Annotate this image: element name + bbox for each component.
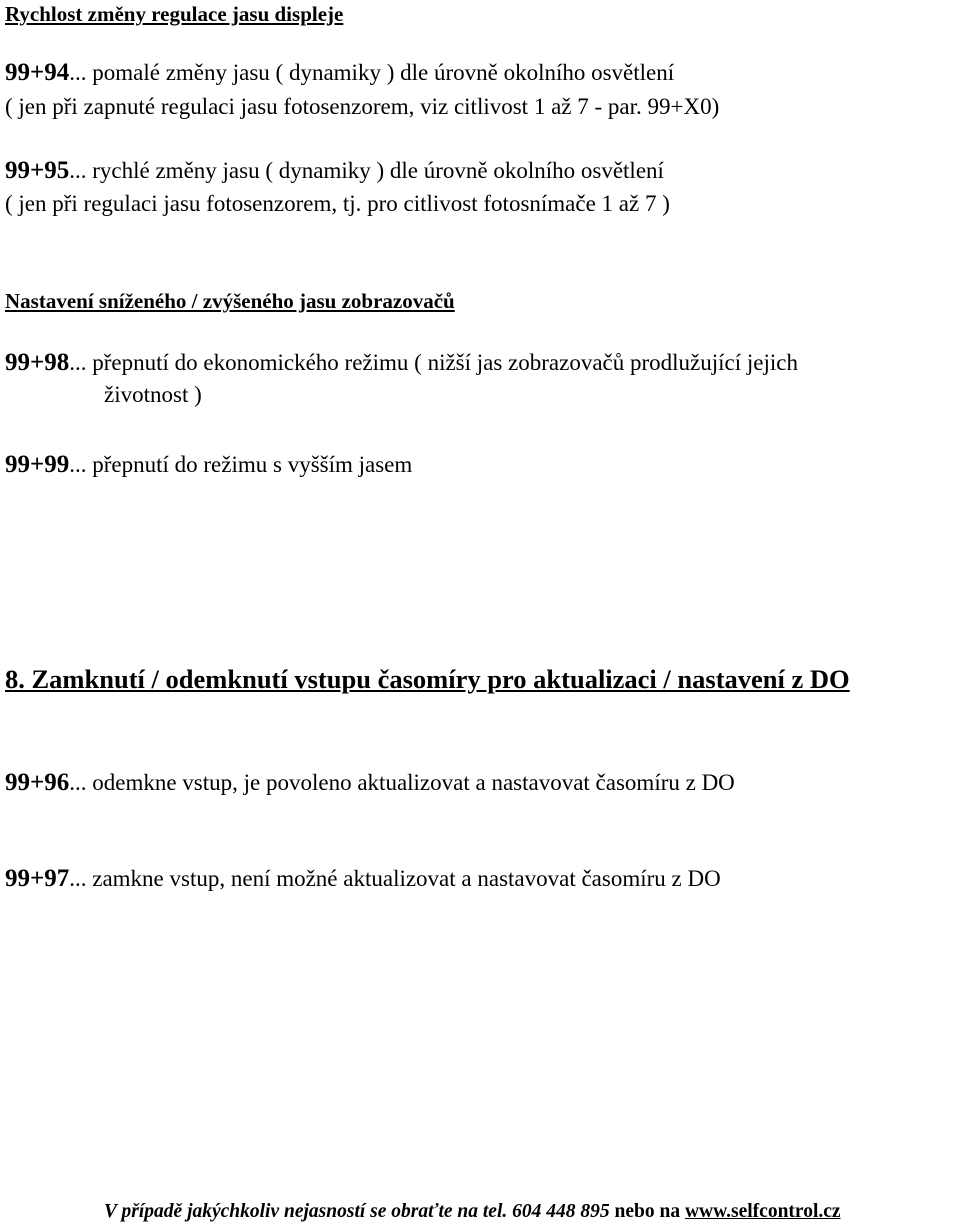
footer-text: V případě jakýchkoliv nejasností se obraťte na tel. 604 448 895	[104, 1201, 610, 1222]
code-line-99-98	[5, 346, 798, 380]
code-continuation-99-94: ( jen při zapnuté regulaci jasu fotosenzorem, viz citlivost 1 až 7 - par. 99+X0)	[5, 94, 720, 119]
code-label: 99+96	[5, 769, 70, 796]
heading-brightness-speed: Rychlost změny regulace jasu displeje	[5, 2, 344, 26]
code-description: ... odemkne vstup, je povoleno aktualizovat a nastavovat časomíru z DO	[69, 770, 735, 795]
footer	[104, 1201, 841, 1223]
code-label: 99+97	[5, 865, 70, 892]
code-line-99-95	[5, 154, 664, 188]
code-description: ... rychlé změny jasu ( dynamiky ) dle úrovně okolního osvětlení	[69, 158, 664, 183]
footer-connector: nebo na	[614, 1201, 681, 1222]
heading-lock: 8. Zamknutí / odemknutí vstupu časomíry pro aktualizaci / nastavení z DO	[5, 664, 850, 694]
code-line-99-96	[5, 766, 735, 800]
code-description: ... zamkne vstup, není možné aktualizovat a nastavovat časomíru z DO	[69, 866, 721, 891]
footer-website-link[interactable]: www.selfcontrol.cz	[684, 1201, 841, 1222]
code-description: ... přepnutí do režimu s vyšším jasem	[69, 452, 413, 477]
code-label: 99+95	[5, 157, 70, 184]
code-label: 99+99	[5, 451, 70, 478]
code-continuation-99-98: životnost )	[104, 382, 202, 407]
code-description: ... pomalé změny jasu ( dynamiky ) dle úrovně okolního osvětlení	[69, 60, 675, 85]
code-label: 99+94	[5, 59, 70, 86]
code-line-99-97	[5, 862, 721, 896]
code-line-99-94	[5, 56, 674, 90]
code-continuation-99-95: ( jen při regulaci jasu fotosenzorem, tj. pro citlivost fotosnímače 1 až 7 )	[5, 191, 670, 216]
heading-display-level: Nastavení sníženého / zvýšeného jasu zobrazovačů	[5, 289, 455, 313]
code-label: 99+98	[5, 349, 70, 376]
code-description: ... přepnutí do ekonomického režimu ( nižší jas zobrazovačů prodlužující jejich	[69, 350, 798, 375]
code-line-99-99	[5, 448, 412, 482]
